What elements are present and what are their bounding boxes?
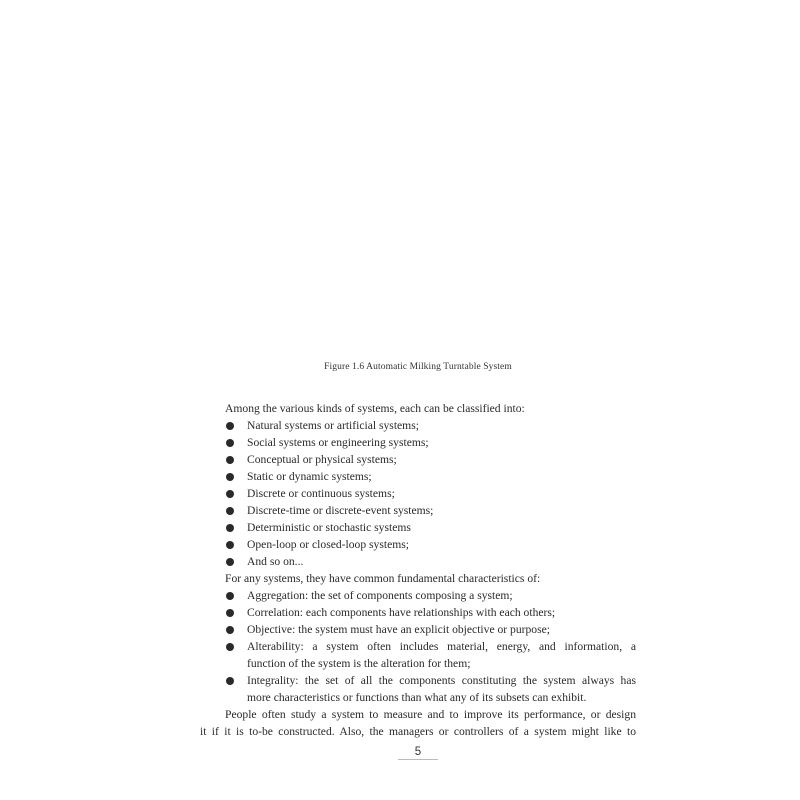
bullet-icon [226, 422, 234, 430]
bullet-icon [226, 541, 234, 549]
page-number-rule [398, 759, 438, 760]
figure-caption: Figure 1.6 Automatic Milking Turntable System [324, 362, 512, 372]
page-number: 5 [414, 746, 422, 758]
list-item: Objective: the system must have an explicit objective or purpose; [200, 621, 636, 638]
characteristics-list [200, 587, 636, 706]
bullet-icon [226, 609, 234, 617]
list-item: Correlation: each components have relationships with each others; [200, 604, 636, 621]
closing-paragraph: People often study a system to measure and to improve its performance, or design it if it is to-be constructed. Also, the managers or controllers of a system might like to [200, 708, 636, 738]
bullet-icon [226, 507, 234, 515]
list-item: Conceptual or physical systems; [200, 451, 636, 468]
bullet-icon [226, 626, 234, 634]
intro-paragraph: Among the various kinds of systems, each can be classified into: [225, 402, 525, 415]
list-item: Deterministic or stochastic systems [200, 519, 636, 536]
list-item: Aggregation: the set of components composing a system; [200, 587, 636, 604]
bullet-icon [226, 524, 234, 532]
list-item: Static or dynamic systems; [200, 468, 636, 485]
bullet-icon [226, 456, 234, 464]
list-item: And so on... [200, 553, 636, 570]
list-item: Integrality: the set of all the components constituting the system always has more characteristics or functions than what any of its subsets can exhibit. [200, 672, 636, 706]
bullet-icon [226, 592, 234, 600]
bullet-icon [226, 643, 234, 651]
bullet-icon [226, 677, 234, 685]
list-item: Natural systems or artificial systems; [200, 417, 636, 434]
bullet-icon [226, 439, 234, 447]
list-item: Discrete-time or discrete-event systems; [200, 502, 636, 519]
list-item: Discrete or continuous systems; [200, 485, 636, 502]
bullet-icon [226, 490, 234, 498]
list-item: Open-loop or closed-loop systems; [200, 536, 636, 553]
figure-image-area [200, 40, 636, 350]
body-text [200, 400, 636, 740]
characteristics-intro: For any systems, they have common fundamental characteristics of: [225, 572, 541, 585]
bullet-icon [226, 558, 234, 566]
classification-list [200, 417, 636, 570]
list-item: Social systems or engineering systems; [200, 434, 636, 451]
bullet-icon [226, 473, 234, 481]
list-item: Alterability: a system often includes material, energy, and information, a function of the system is the alteration for them; [200, 638, 636, 672]
